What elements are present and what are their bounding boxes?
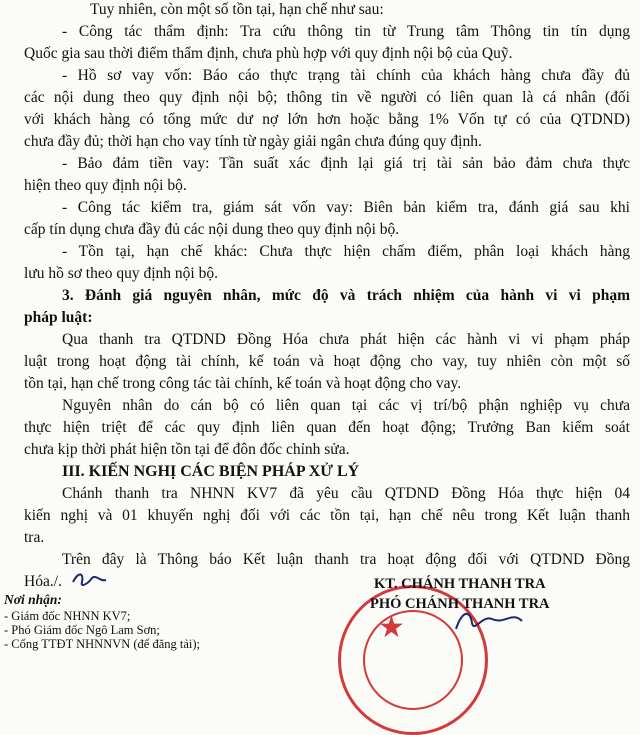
text-line: Hóa./. [24, 573, 62, 590]
text-line: Trên đây là Thông báo Kết luận thanh tra hoạt động đối với QTDND Đồng [62, 551, 630, 568]
text-line: - Hồ sơ vay vốn: Báo cáo thực trạng tài chính của khách hàng chưa đầy đủ [62, 67, 630, 84]
section-heading: III. KIẾN NGHỊ CÁC BIỆN PHÁP XỬ LÝ [62, 463, 360, 480]
text-line: - Công tác thẩm định: Tra cứu thông tin từ Trung tâm Thông tin tín dụng [62, 23, 630, 40]
text-line: - Tồn tại, hạn chế khác: Chưa thực hiện chấm điểm, phân loại khách hàng [62, 243, 630, 260]
signer-line-1: KT. CHÁNH THANH TRA [374, 576, 546, 592]
signature-icon [452, 605, 592, 635]
text-line: với khách hàng có tổng mức dư nợ lớn hơn hoặc bằng 1% Vốn tự có của QTDND) [24, 111, 630, 128]
text-line: hiện theo quy định nội bộ. [24, 177, 187, 194]
text-line: Nguyên nhân do cán bộ có liên quan tại các vị trí/bộ phận nghiệp vụ chưa [62, 397, 630, 414]
text-line: chưa kịp thời phát hiện tồn tại để đôn đốc chỉnh sửa. [24, 441, 350, 458]
recipient-item: - Giám đốc NHNN KV7; [4, 609, 131, 623]
recipients-title: Nơi nhận: [4, 592, 62, 607]
text-line: Tuy nhiên, còn một số tồn tại, hạn chế như sau: [90, 1, 384, 18]
text-line: Chánh thanh tra NHNN KV7 đã yêu cầu QTDND Đồng Hóa thực hiện 04 [62, 485, 630, 502]
text-line: tồn tại, hạn chế trong công tác tài chính, kế toán và hoạt động cho vay. [24, 375, 462, 392]
text-line: các nội dung theo quy định nội bộ; thông tin về người có liên quan là cá nhân (đối [24, 89, 630, 106]
initial-mark-icon [70, 568, 110, 590]
text-line: chưa đầy đủ; thời hạn cho vay tính từ ngày giải ngân chưa đúng quy định. [24, 133, 482, 150]
recipient-item: - Cổng TTĐT NHNNVN (để đăng tải); [4, 637, 201, 651]
text-line: thực hiện triệt để các quy định liên quan đến hoạt động; Trưởng Ban kiểm soát [24, 419, 630, 436]
text-line: luật trong hoạt động tài chính, kế toán và hoạt động cho vay, tuy nhiên còn một số [24, 353, 630, 370]
text-line: tra. [24, 529, 45, 546]
signer-line-2: PHÓ CHÁNH THANH TRA [370, 596, 550, 612]
text-line: cấp tín dụng chưa đầy đủ các nội dung theo quy định nội bộ. [24, 221, 400, 238]
text-line: kiến nghị và 01 khuyến nghị đối với các tồn tại, hạn chế nêu trong Kết luận thanh [24, 507, 630, 524]
text-line: Quốc gia sau thời điểm thẩm định, chưa phù hợp với quy định nội bộ của Quỹ. [24, 45, 513, 62]
text-line: - Bảo đảm tiền vay: Tần suất xác định lại giá trị tài sản bảo đảm chưa thực [62, 155, 630, 172]
text-line: lưu hồ sơ theo quy định nội bộ. [24, 265, 218, 282]
recipient-item: - Phó Giám đốc Ngô Lam Sơn; [4, 623, 160, 637]
text-line: - Công tác kiểm tra, giám sát vốn vay: Biên bản kiểm tra, đánh giá sau khi [62, 199, 630, 216]
section-heading-cont: pháp luật: [24, 309, 93, 326]
seal-star-icon: ★ [378, 611, 405, 644]
section-heading: 3. Đánh giá nguyên nhân, mức độ và trách nhiệm của hành vi vi phạm [62, 287, 630, 304]
text-line: Qua thanh tra QTDND Đồng Hóa chưa phát hiện các hành vi vi phạm pháp [62, 331, 630, 348]
